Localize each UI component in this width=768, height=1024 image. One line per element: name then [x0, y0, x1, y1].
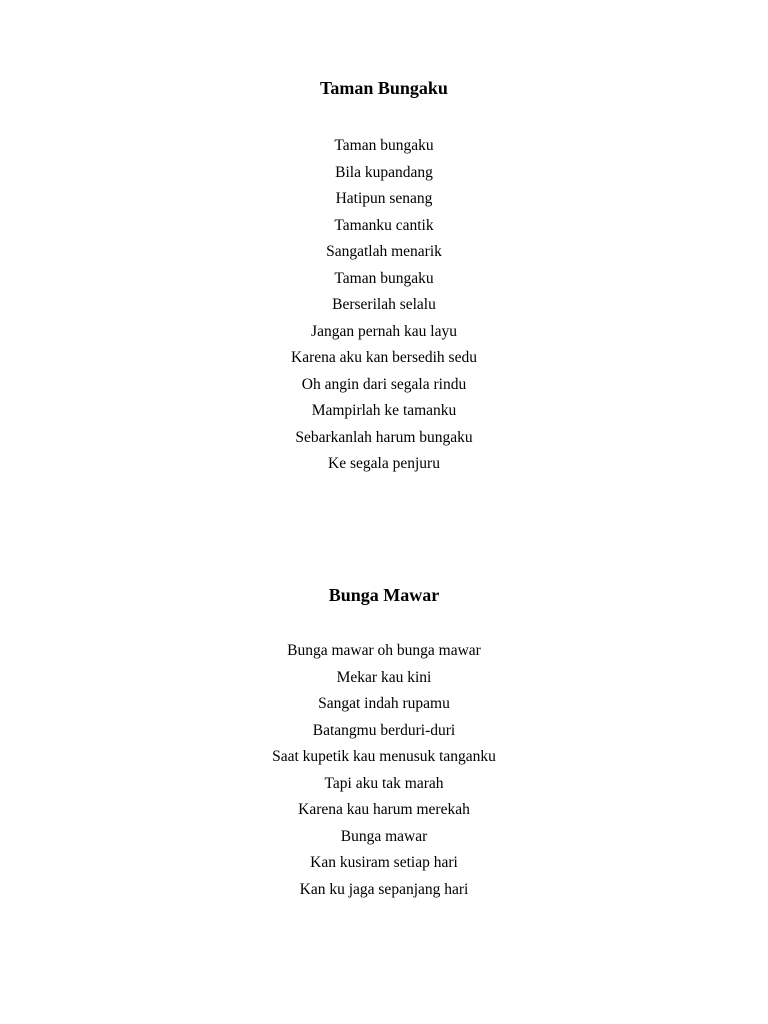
poem-line: Bila kupandang — [335, 163, 433, 181]
poem-line: Mampirlah ke tamanku — [311, 402, 457, 419]
poem-line: Berserilah selalu — [332, 296, 436, 313]
poem-line: Oh angin dari segala rindu — [301, 375, 467, 393]
poem-title: Taman Bungaku — [320, 78, 448, 98]
poem-line: Kan ku jaga sepanjang hari — [299, 880, 469, 898]
poem-taman-bungaku — [0, 76, 768, 478]
poem-line: Kan kusiram setiap hari — [310, 854, 458, 871]
poem-line: Batangmu berduri-duri — [312, 721, 456, 739]
poem-title: Bunga Mawar — [328, 585, 440, 605]
poem-line: Saat kupetik kau menusuk tanganku — [272, 748, 496, 765]
poem-line: Tapi aku tak marah — [324, 774, 444, 792]
poem-line: Taman bungaku — [334, 269, 434, 287]
poem-line: Ke segala penjuru — [328, 455, 440, 472]
poem-stanza — [0, 638, 768, 903]
poem-line: Jangan pernah kau layu — [311, 322, 457, 340]
poem-line: Sangatlah menarik — [326, 243, 442, 260]
poem-stanza — [0, 133, 768, 478]
poem-line: Sangat indah rupamu — [318, 695, 450, 712]
poem-bunga-mawar — [0, 583, 768, 903]
poem-line: Sebarkanlah harum bungaku — [295, 428, 473, 446]
poem-line: Bunga mawar — [340, 827, 428, 845]
poem-line: Tamanku cantik — [334, 216, 434, 234]
poem-line: Bunga mawar oh bunga mawar — [287, 642, 481, 659]
poem-line: Karena kau harum merekah — [298, 801, 470, 818]
poem-line: Taman bungaku — [334, 137, 434, 154]
poem-line: Hatipun senang — [335, 190, 433, 207]
poem-line: Karena aku kan bersedih sedu — [291, 349, 477, 366]
poem-line: Mekar kau kini — [336, 668, 432, 686]
